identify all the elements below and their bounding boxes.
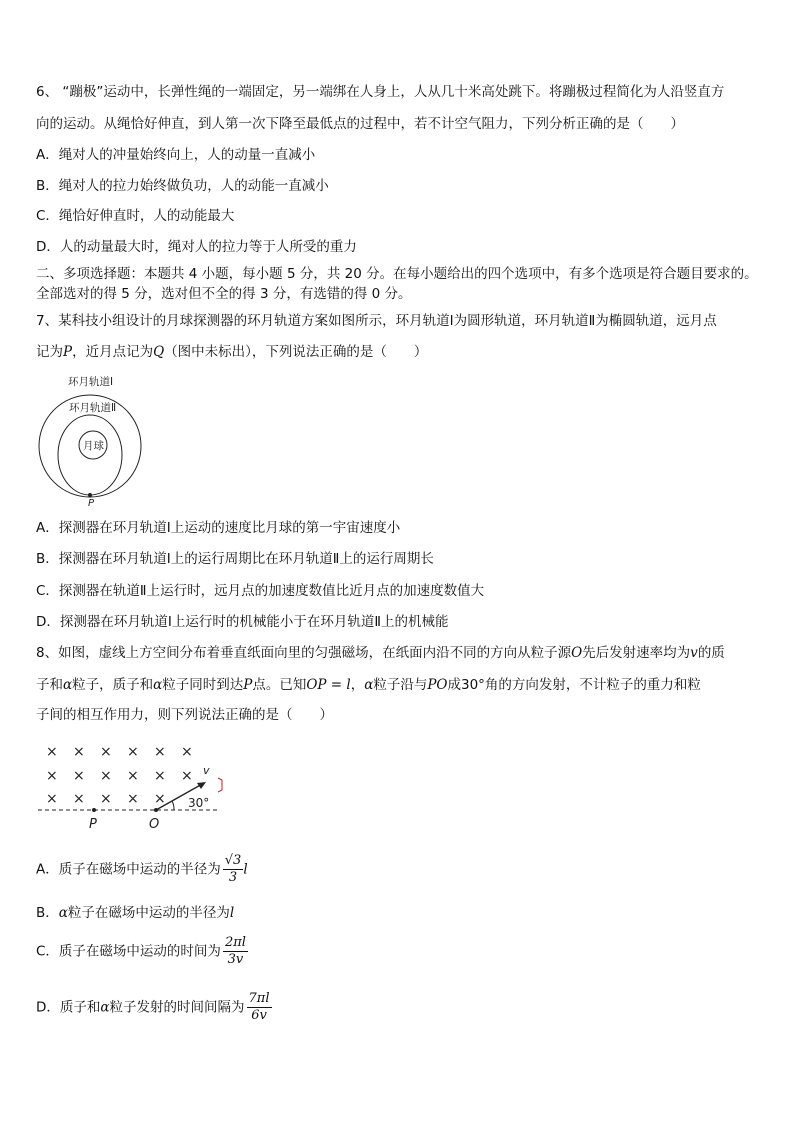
point-p-dot — [92, 808, 96, 812]
q6-stem-line1: 6、 “蹦极”运动中，长弹性绳的一端固定，另一端绑在人身上，人从几十米高处跳下。将蹦极过程简化为人沿竖直方 — [36, 84, 725, 100]
orbit-2-label: 环月轨道Ⅱ — [69, 402, 117, 414]
q6-stem-line2: 向的运动。从绳恰好伸直，到人第一次下降至最低点的过程中，若不计空气阻力，下列分析正确的是（ ） — [36, 116, 684, 132]
field-cross: × — [127, 791, 139, 807]
option-c-fraction: $\frac{2\pi l}{3v}$ — [224, 935, 246, 967]
q7-option-d: D．探测器在环月轨道Ⅰ上运行时的机械能小于在环月轨道Ⅱ上的机械能 — [36, 614, 449, 630]
orbit-1-label: 环月轨道Ⅰ — [68, 376, 114, 388]
q6-option-a: A．绳对人的冲量始终向上，人的动量一直减小 — [36, 147, 316, 163]
field-cross: × — [154, 768, 166, 784]
q8-option-b: B．α粒子在磁场中运动的半径为l — [36, 905, 235, 921]
field-cross: × — [73, 791, 85, 807]
option-a-fraction: $\frac{√3}{3}$ — [224, 853, 242, 885]
field-cross: × — [127, 768, 139, 784]
q7-option-c: C．探测器在轨道Ⅱ上运行时，远月点的加速度数值比近月点的加速度数值大 — [36, 583, 485, 599]
field-cross: × — [73, 768, 85, 784]
section2-heading-line2: 全部选对的得 5 分，选对但不全的得 3 分，有选错的得 0 分。 — [36, 286, 412, 302]
point-p-label: P — [88, 498, 95, 509]
orbit-2-ellipse — [58, 415, 122, 495]
field-cross: × — [46, 744, 58, 760]
q6-option-d: D．人的动量最大时，绳对人的拉力等于人所受的重力 — [36, 239, 357, 255]
field-cross: × — [100, 768, 112, 784]
q7-orbit-figure — [36, 370, 156, 510]
q8-option-d: D．质子和α粒子发射的时间间隔为 $\frac{7\pi l}{6v}$ — [36, 991, 270, 1023]
point-p-dot — [88, 493, 92, 497]
field-cross: × — [181, 768, 193, 784]
option-d-fraction: $\frac{7\pi l}{6v}$ — [248, 991, 270, 1023]
q8-stem-line3: 子间的相互作用力，则下列说法正确的是（ ） — [36, 707, 333, 723]
field-cross: × — [127, 744, 139, 760]
q8-option-c: C．质子在磁场中运动的时间为 $\frac{2\pi l}{3v}$ — [36, 935, 246, 967]
field-cross: × — [100, 744, 112, 760]
field-cross: × — [181, 744, 193, 760]
moon-label: 月球 — [83, 440, 104, 452]
field-cross: × — [154, 744, 166, 760]
angle-arc — [172, 801, 174, 810]
field-cross: × — [46, 768, 58, 784]
q7-option-a: A．探测器在环月轨道Ⅰ上运动的速度比月球的第一宇宙速度小 — [36, 520, 401, 536]
section2-heading-line1: 二、多项选择题：本题共 4 小题，每小题 5 分，共 20 分。在每小题给出的四个选项中，有多个选项是符合题目要求的。 — [36, 266, 758, 282]
q8-magnetic-field-figure — [36, 738, 236, 833]
q8-option-a: A．质子在磁场中运动的半径为 $\frac{√3}{3}$ l — [36, 853, 248, 885]
q8-stem-line2: 子和α粒子，质子和α粒子同时到达P点。已知OP = l，α粒子沿与PO成30°角的方向发射，不计粒子的重力和粒 — [36, 677, 701, 693]
field-cross: × — [73, 744, 85, 760]
q7-stem-line2: 记为P，近月点记为Q（图中未标出），下列说法正确的是（ ） — [36, 344, 428, 360]
q6-option-b: B．绳对人的拉力始终做负功，人的动能一直减小 — [36, 178, 329, 194]
q8-stem-line1: 8、如图，虚线上方空间分布着垂直纸面向里的匀强磁场，在纸面内沿不同的方向从粒子源O先后发射速率均为v的质 — [36, 645, 725, 661]
point-p-label: P — [89, 817, 97, 832]
q7-option-b: B．探测器在环月轨道Ⅰ上的运行周期比在环月轨道Ⅱ上的运行周期长 — [36, 551, 434, 567]
field-cross: × — [46, 791, 58, 807]
angle-label: 30° — [188, 796, 210, 810]
source-o-label: O — [149, 817, 160, 832]
velocity-label: v — [203, 764, 210, 777]
q6-option-c: C．绳恰好伸直时，人的动能最大 — [36, 208, 235, 224]
field-cross: × — [154, 791, 166, 807]
q7-stem-line1: 7、某科技小组设计的月球探测器的环月轨道方案如图所示，环月轨道Ⅰ为圆形轨道，环月轨道Ⅱ为椭圆轨道，远月点 — [36, 313, 717, 329]
edge-mark — [218, 778, 222, 792]
field-cross: × — [100, 791, 112, 807]
